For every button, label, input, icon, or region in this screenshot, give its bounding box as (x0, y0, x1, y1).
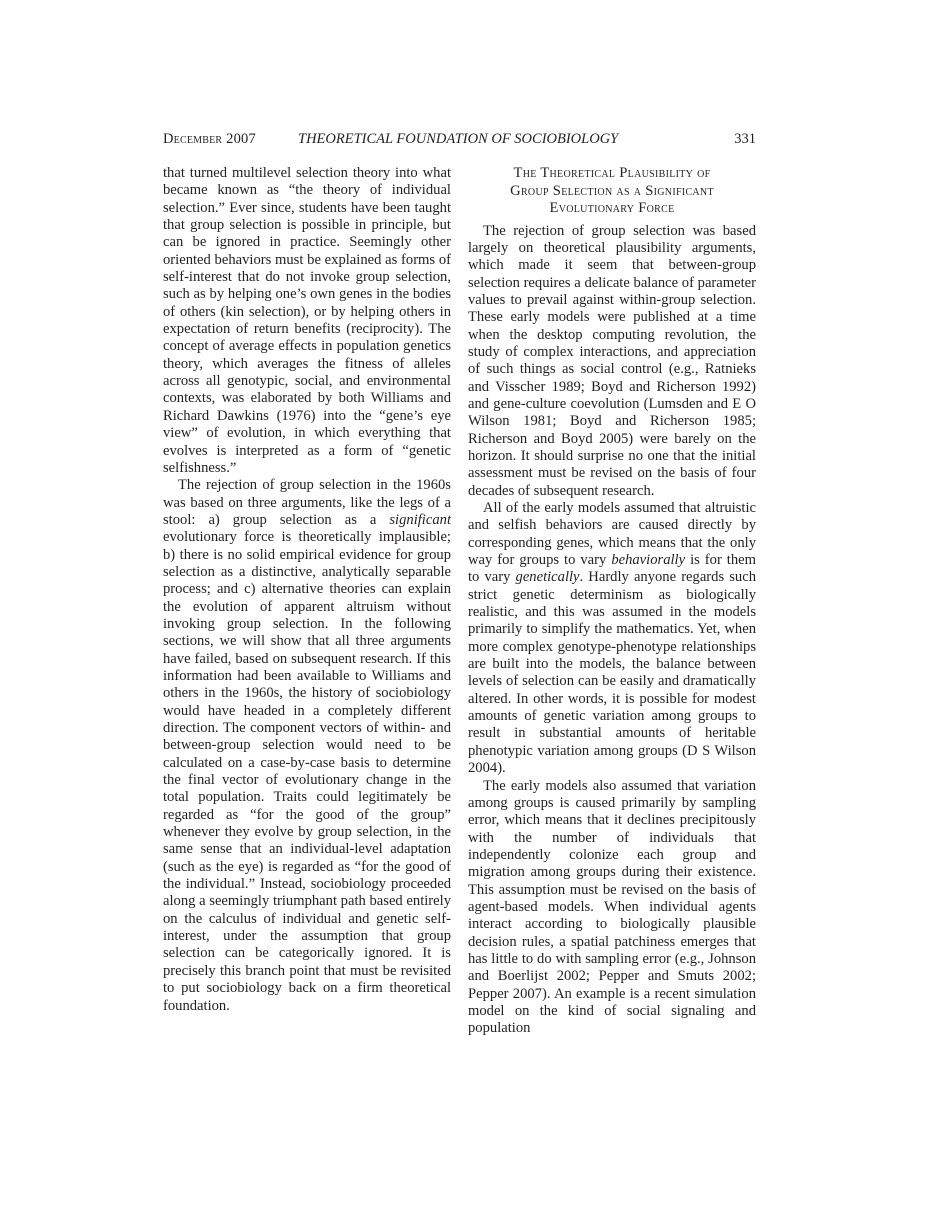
page-number: 331 (734, 131, 756, 147)
right-paragraph-1: The rejection of group selection was based largely on theoretical plausibility arguments, which made it seem that between-group selection requires a delicate balance of parameter values to prevail against within-group selection. These early models were published at a time when the desktop computing revolution, the study of complex interactions, and appreciation of such things as social control (e.g., Ratnieks and Visscher 1989; Boyd and Richerson 1992) and gene-culture coevolution (Lumsden and E O Wilson 1981; Boyd and Richerson 1985; Richerson and Boyd 2005) were barely on the horizon. It should surprise no one that the initial assessment must be revised on the basis of four decades of subsequent research. (468, 222, 756, 499)
section-heading-line-3: Evolutionary Force (549, 200, 675, 216)
right-p2-text-b: is for them to vary (468, 552, 756, 586)
left-p2-italic: significant (389, 511, 451, 528)
right-p2-italic-1: behaviorally (611, 552, 686, 569)
right-p2-italic-2: genetically (515, 569, 580, 586)
section-heading (468, 165, 756, 218)
running-head (163, 129, 756, 149)
left-p2-text-a: The rejection of group selection in the 1960s was based on three arguments, like the legs of a stool: a) group selection as a (163, 477, 451, 528)
right-paragraph-2 (468, 500, 756, 778)
section-heading-line-1: The Theoretical Plausibility of (513, 165, 711, 181)
right-column (468, 165, 756, 1038)
header-journal-title: THEORETICAL FOUNDATION OF SOCIOBIOLOGY (298, 131, 619, 147)
right-p2-text-a: All of the early models assumed that altruistic and selfish behaviors are caused directly by corresponding genes, which means that the only way for groups to vary (468, 500, 756, 569)
left-paragraph-2 (163, 477, 451, 1015)
right-paragraph-3: The early models also assumed that variation among groups is caused primarily by sampling error, which means that it declines precipitously with the number of individuals that independently colonize each group and migration among groups during their existence. This assumption must be revised on the basis of agent-based models. When individual agents interact according to biologically plausible decision rules, a spatial patchiness emerges that has little to do with sampling error (e.g., Johnson and Boerlijst 2002; Pepper and Smuts 2002; Pepper 2007). An example is a recent simulation model on the kind of social signaling and population (468, 777, 756, 1037)
section-heading-line-2: Group Selection as a Significant (510, 182, 714, 199)
left-paragraph-1: that turned multilevel selection theory into what became known as “the theory of individual selection.” Ever since, students have been taught that group selection is possible in principle, but can be ignored in practice. Seemingly other oriented behaviors must be explained as forms of self-interest that do not invoke group selection, such as by helping one’s own genes in the bodies of others (kin selection), or by helping others in expectation of return benefits (reciprocity). The concept of average effects in population genetics theory, which averages the fitness of alleles across all genotypic, social, and environmental contexts, was elaborated by both Williams and Richard Dawkins (1976) into the “gene’s eye view” of evolution, in which everything that evolves is interpreted as a form of “genetic selfishness.” (163, 165, 451, 476)
right-p2-text-c: . Hardly anyone regards such strict genetic determinism as biologically realistic, and this was assumed in the models primarily to simplify the mathematics. Yet, when more complex genotype-phenotype relationships are built into the models, the balance between levels of selection can be easily and dramatically altered. In other words, it is possible for modest amounts of genetic variation among groups to result in substantial amounts of heritable phenotypic variation among groups (D S Wilson 2004). (468, 569, 756, 777)
left-p2-text-b: evolutionary force is theoretically implausible; b) there is no solid empirical evidence for group selection as a distinctive, analytically separable process; and c) alternative theories can explain the evolution of apparent altruism without invoking group selection. In the following sections, we will show that all three arguments have failed, based on subsequent research. If this information had been available to Williams and others in the 1960s, the history of sociobiology would have headed in a completely different direction. The component vectors of within- and between-group selection would need to be calculated on a case-by-case basis to determine the final vector of evolutionary change in the total population. Traits could legitimately be regarded as “for the good of the group” whenever they evolve by group selection, in the same sense that an individual-level adaptation (such as the eye) is regarded as “for the good of the individual.” Instead, sociobiology proceeded along a seemingly triumphant path based entirely on the calculus of individual and genetic self-interest, under the assumption that group selection can be categorically ignored. It is precisely this branch point that must be revisited to put sociobiology back on a firm theoretical foundation. (163, 529, 451, 1014)
header-date: December 2007 (163, 131, 256, 147)
left-column (163, 165, 451, 1015)
